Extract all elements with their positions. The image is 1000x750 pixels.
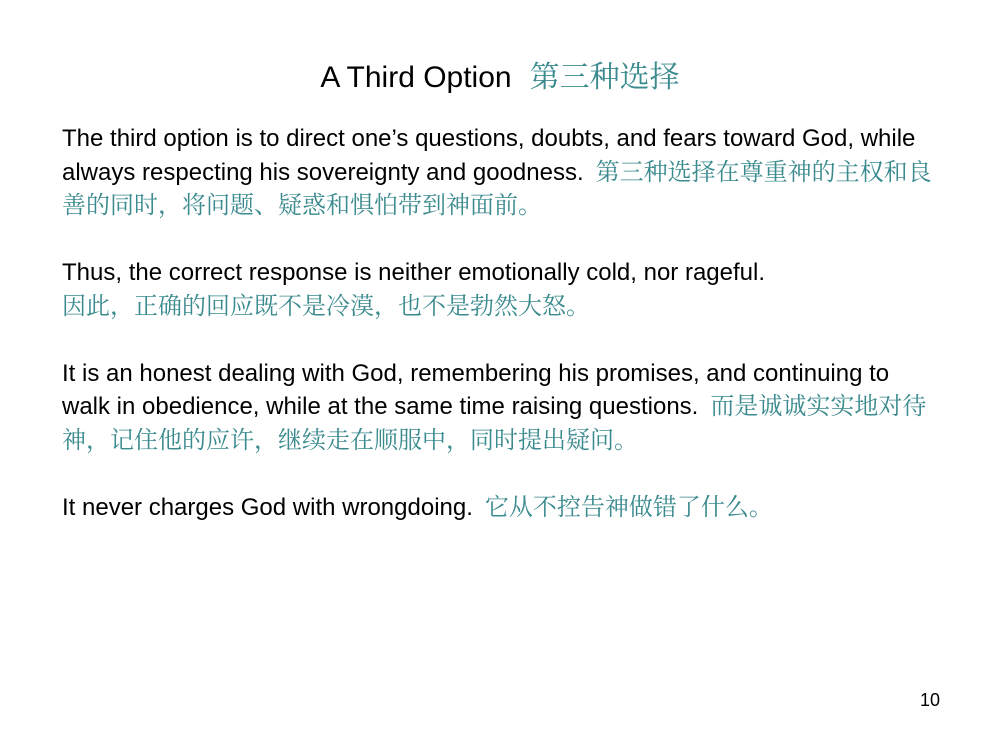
paragraph-correct-response	[62, 256, 942, 323]
paragraph-never-charges	[62, 491, 942, 525]
slide-title-chinese: 第三种选择	[529, 60, 680, 95]
paragraph-third-option	[62, 122, 942, 223]
slide-body	[62, 122, 942, 558]
paragraph-honest-dealing	[62, 357, 942, 458]
page-number: 10	[919, 690, 940, 710]
paragraph-chinese: 第三种选择在尊重神的主权和良善的同时，将问题、疑惑和惧怕带到神面前。	[62, 157, 932, 219]
paragraph-english: Thus, the correct response is neither emotionally cold, nor rageful.	[62, 259, 766, 286]
paragraph-chinese: 因此，正确的回应既不是冷漠，也不是勃然大怒。	[62, 291, 590, 320]
paragraph-english: The third option is to direct one’s questions, doubts, and fears toward God, while always respecting his sovereignty and goodness.	[62, 125, 916, 186]
slide-title	[0, 58, 1000, 98]
paragraph-english: It never charges God with wrongdoing.	[62, 493, 473, 521]
paragraph-chinese: 它从不控告神做错了什么。	[484, 492, 773, 521]
paragraph-chinese: 而是诚诚实实地对待神，记住他的应许，继续走在顺服中，同时提出疑问。	[62, 392, 927, 454]
paragraph-english: It is an honest dealing with God, remembering his promises, and continuing to walk in obedience, while at the same time raising questions.	[62, 359, 890, 420]
slide-title-english: A Third Option	[320, 61, 512, 94]
